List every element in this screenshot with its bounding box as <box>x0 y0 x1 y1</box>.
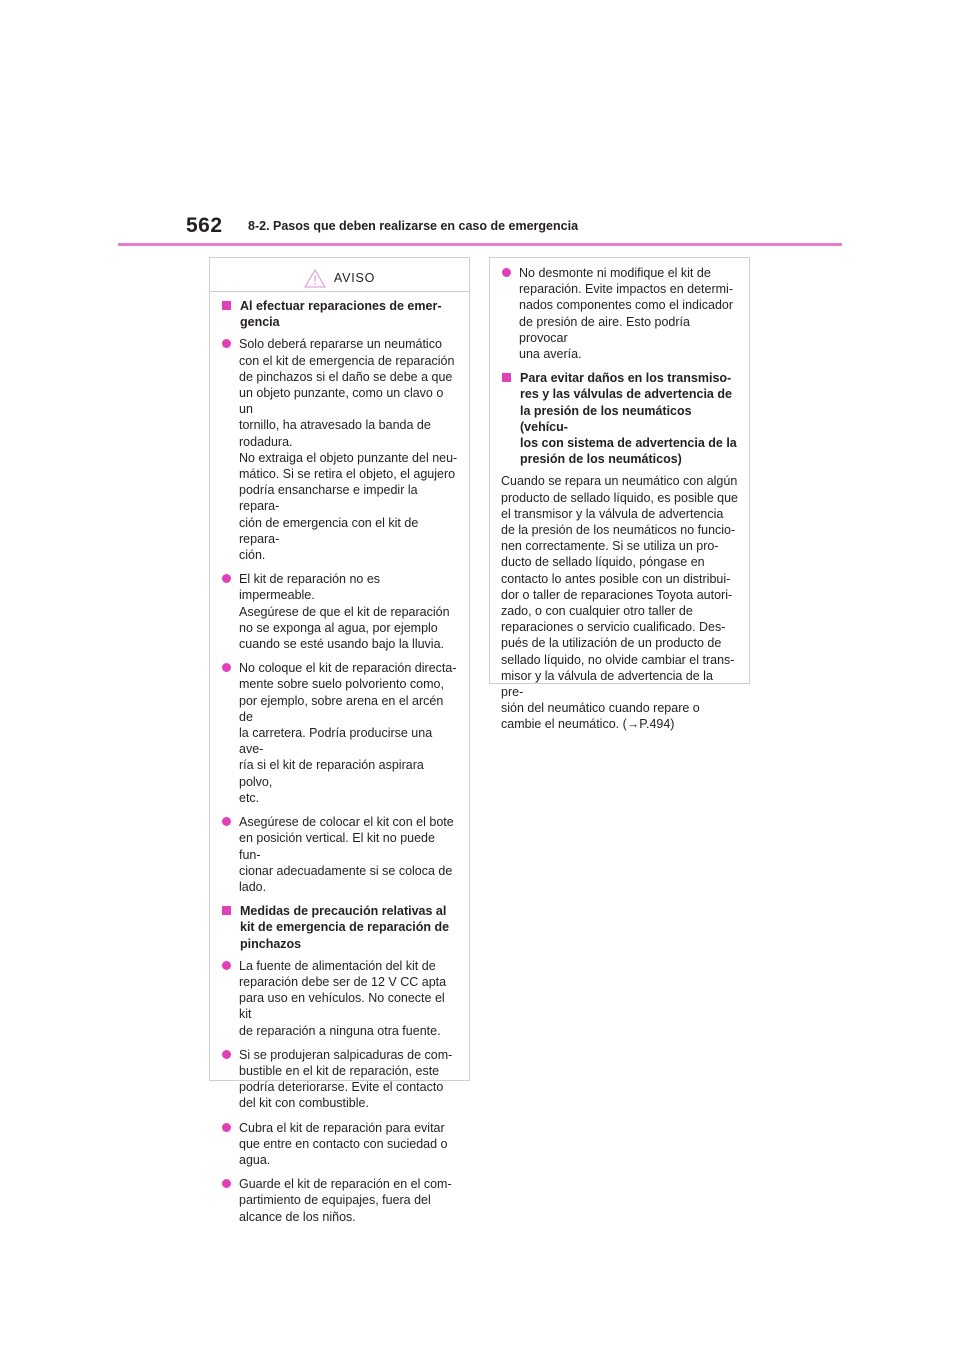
list-item <box>221 660 458 806</box>
heading-text: Medidas de precaución relativas al kit de emergencia de reparación de pinchazos <box>240 904 450 951</box>
list-item <box>221 571 458 652</box>
warning-triangle-icon <box>304 269 326 288</box>
heading-tpms <box>501 370 738 467</box>
heading-text: Para evitar daños en los transmiso- res y las válvulas de advertencia de la presión de los neumáticos (vehícu- los con sistema de advertencia de la presión de los neumáticos) <box>520 371 737 467</box>
heading-precautions <box>221 903 458 952</box>
round-bullet-icon <box>222 574 231 583</box>
list-item <box>221 814 458 895</box>
aviso-box-right <box>489 257 750 732</box>
list-item-text: Asegúrese de colocar el kit con el bote en posición vertical. El kit no puede fun- cionar adecuadamente si se coloca de lado. <box>239 815 454 894</box>
square-bullet-icon <box>222 906 231 915</box>
square-bullet-icon <box>502 373 511 382</box>
list-item-text: Solo deberá repararse un neumático con el kit de emergencia de reparación de pinchazos si el daño se debe a que un objeto punzante, como un clavo o un tornillo, ha atravesado la banda de rodadura. No extraiga el objeto punzante del neu- mático. Si se retira el objeto, el agujero podría ensancharse e impedir la repara- ción de emergencia con el kit de repara- ción. <box>239 337 458 563</box>
list-item-text: Guarde el kit de reparación en el com- partimiento de equipajes, fuera del alcance de los niños. <box>239 1177 452 1224</box>
round-bullet-icon <box>222 663 231 672</box>
list-item <box>221 336 458 563</box>
heading-text: Al efectuar reparaciones de emer- gencia <box>240 299 442 330</box>
page-number: 562 <box>186 214 223 237</box>
round-bullet-icon <box>222 1123 231 1132</box>
round-bullet-icon <box>502 268 511 277</box>
list-item <box>501 265 738 362</box>
round-bullet-icon <box>222 1050 231 1059</box>
list-item <box>221 1120 458 1169</box>
header-rule <box>118 243 842 246</box>
heading-emergency-repairs <box>221 298 458 330</box>
list-item <box>221 958 458 1039</box>
list-item-text: No coloque el kit de reparación directa- mente sobre suelo polvoriento como, por ejemplo, sobre arena en el arcén de la carretera. Podría producirse una ave- ría si el kit de reparación aspirara polvo, etc. <box>239 661 457 805</box>
section-title: 8-2. Pasos que deben realizarse en caso de emergencia <box>248 219 579 233</box>
round-bullet-icon <box>222 817 231 826</box>
list-item-text: Cubra el kit de reparación para evitar que entre en contacto con suciedad o agua. <box>239 1120 448 1167</box>
round-bullet-icon <box>222 1179 231 1188</box>
list-item <box>221 1047 458 1112</box>
list-item-text: No desmonte ni modifique el kit de reparación. Evite impactos en determi- nados componentes como el indicador de presión de aire. Esto podría provocar una avería. <box>519 266 734 362</box>
paragraph-sealant: Cuando se repara un neumático con algún producto de sellado líquido, es posible que el transmisor y la válvula de advertencia de la presión de los neumáticos no funcio- nen correctamente. Si se utiliza un pro- ducto de sellado líquido, póngase en contacto lo antes posible con un distribui- dor o taller de reparaciones Toyota autori- zado, o con cualquier otro taller de reparaciones o servicio cualificado. Des- pués de la utilización de un producto de sellado líquido, no olvide cambiar el trans- misor y la válvula de advertencia de la pre- sión del neumático cuando repare o cambie el neumático. (→P.494) <box>501 474 738 732</box>
aviso-header <box>210 265 469 292</box>
list-item-text: La fuente de alimentación del kit de reparación debe ser de 12 V CC apta para uso en vehículos. No conecte el kit de reparación a ninguna otra fuente. <box>239 958 447 1038</box>
aviso-label: AVISO <box>333 270 376 285</box>
aviso-box-left <box>209 257 470 1224</box>
round-bullet-icon <box>222 961 231 970</box>
list-item-text: Si se produjeran salpicaduras de com- bustible en el kit de reparación, este podría deteriorarse. Evite el contacto del kit con combustible. <box>239 1047 453 1111</box>
square-bullet-icon <box>222 301 231 310</box>
list-item-text: El kit de reparación no es impermeable. Asegúrese de que el kit de reparación no se exponga al agua, por ejemplo cuando se esté usando bajo la lluvia. <box>239 572 450 652</box>
round-bullet-icon <box>222 339 231 348</box>
list-item <box>221 1176 458 1225</box>
